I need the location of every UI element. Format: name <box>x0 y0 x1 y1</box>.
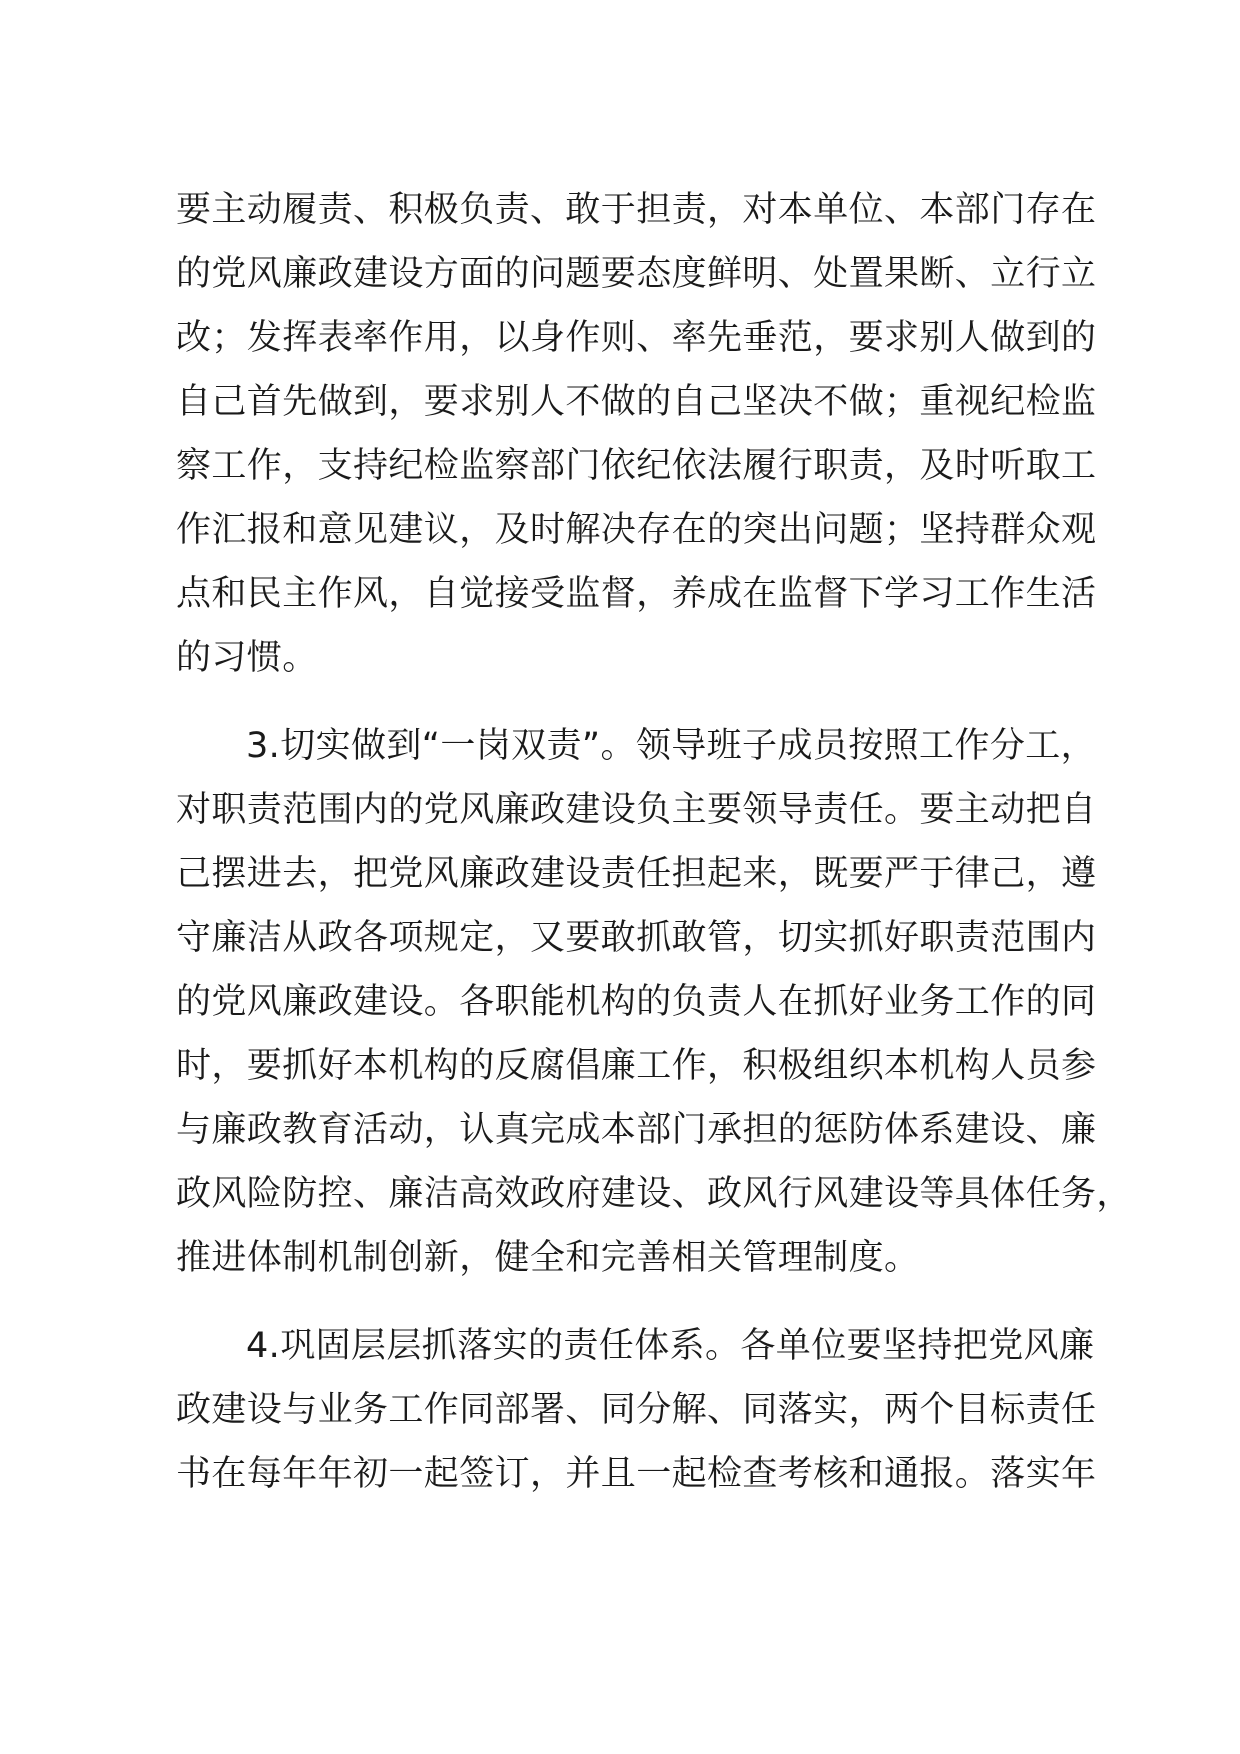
text-line: 与廉政教育活动，认真完成本部门承担的惩防体系建设、廉 <box>176 1110 1097 1150</box>
text-line: 3.切实做到“一岗双责”。领导班子成员按照工作分工， <box>246 726 1097 766</box>
text-line: 自己首先做到，要求别人不做的自己坚决不做；重视纪检监 <box>176 382 1097 422</box>
text-line: 改；发挥表率作用，以身作则、率先垂范，要求别人做到的 <box>176 318 1097 358</box>
text-line: 己摆进去，把党风廉政建设责任担起来，既要严于律己，遵 <box>176 854 1097 894</box>
paragraph-section-3 <box>176 714 1132 1290</box>
paragraph-gap <box>176 1290 1068 1314</box>
paragraph-gap <box>176 690 1068 714</box>
text-line: 的党风廉政建设。各职能机构的负责人在抓好业务工作的同 <box>176 982 1097 1022</box>
text-line: 政建设与业务工作同部署、同分解、同落实，两个目标责任 <box>176 1390 1097 1430</box>
text-line: 推进体制机制创新，健全和完善相关管理制度。 <box>176 1238 920 1278</box>
text-line: 察工作，支持纪检监察部门依纪依法履行职责，及时听取工 <box>176 446 1097 486</box>
text-line: 书在每年年初一起签订，并且一起检查考核和通报。落实年 <box>176 1454 1097 1494</box>
paragraph-section-4 <box>176 1314 1097 1506</box>
text-line: 时，要抓好本机构的反腐倡廉工作，积极组织本机构人员参 <box>176 1046 1097 1086</box>
text-line: 守廉洁从政各项规定，又要敢抓敢管，切实抓好职责范围内 <box>176 918 1097 958</box>
text-line: 作汇报和意见建议，及时解决存在的突出问题；坚持群众观 <box>176 510 1097 550</box>
text-line: 对职责范围内的党风廉政建设负主要领导责任。要主动把自 <box>176 790 1097 830</box>
text-line: 要主动履责、积极负责、敢于担责，对本单位、本部门存在 <box>176 190 1097 230</box>
text-line: 点和民主作风，自觉接受监督，养成在监督下学习工作生活 <box>176 574 1097 614</box>
text-line: 的党风廉政建设方面的问题要态度鲜明、处置果断、立行立 <box>176 254 1097 294</box>
text-line: 政风险防控、廉洁高效政府建设、政风行风建设等具体任务， <box>176 1174 1132 1214</box>
text-line: 4.巩固层层抓落实的责任体系。各单位要坚持把党风廉 <box>246 1326 1095 1366</box>
document-body <box>176 178 1132 1506</box>
text-line: 的习惯。 <box>176 638 318 678</box>
paragraph-continued <box>176 178 1097 690</box>
